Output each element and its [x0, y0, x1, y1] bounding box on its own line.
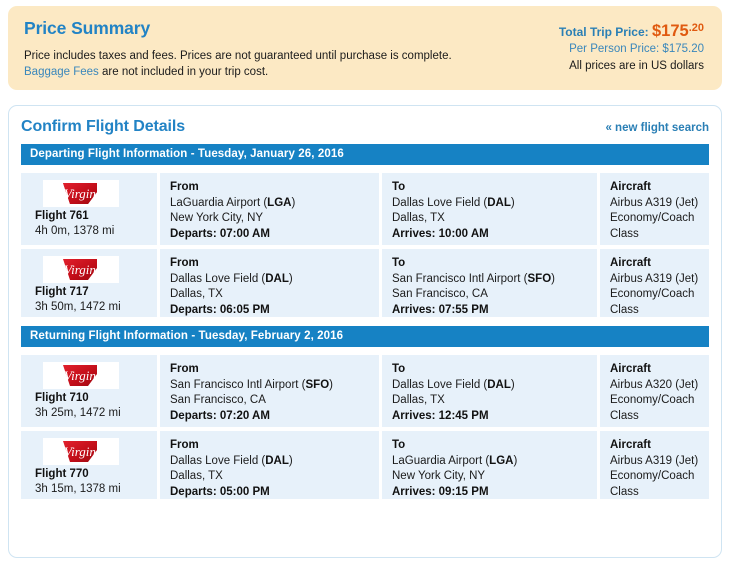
from-label: From — [170, 257, 199, 269]
to-airport-name: LaGuardia Airport ( — [392, 454, 490, 467]
aircraft-cell — [597, 249, 709, 317]
flight-number: Flight 710 — [35, 392, 89, 404]
from-cell — [157, 431, 379, 499]
returning-section-bar: Returning Flight Information - Tuesday, February 2, 2016 — [21, 326, 709, 347]
cabin-class-line-1: Economy/Coach — [610, 470, 695, 482]
to-cell — [379, 431, 597, 499]
confirm-flight-details-panel — [8, 105, 722, 558]
from-airport-name: LaGuardia Airport ( — [170, 196, 268, 209]
to-airport — [392, 196, 587, 212]
to-airport-name: Dallas Love Field ( — [392, 196, 488, 209]
price-summary-amounts — [559, 20, 704, 75]
from-cell — [157, 249, 379, 317]
to-airport — [392, 454, 587, 470]
from-airport — [170, 378, 369, 394]
arrival-time: Arrives: 09:15 PM — [392, 485, 489, 498]
aircraft-type: Airbus A319 (Jet) — [610, 454, 699, 467]
currency-note: All prices are in US dollars — [569, 60, 704, 72]
to-airport-paren: ) — [510, 196, 515, 209]
departing-section-bar: Departing Flight Information - Tuesday, January 26, 2016 — [21, 144, 709, 165]
total-trip-price-cents: .20 — [688, 22, 704, 34]
new-flight-search-link[interactable]: « new flight search — [605, 122, 709, 134]
to-cell — [379, 173, 597, 245]
virgin-america-logo — [43, 180, 119, 207]
total-trip-price-label: Total Trip Price: — [558, 25, 649, 39]
to-airport-code: LGA — [489, 454, 514, 467]
from-airport-paren: ) — [288, 272, 293, 285]
to-label: To — [392, 257, 406, 269]
airline-cell — [21, 173, 157, 245]
departing-flight-rows — [21, 165, 709, 317]
cabin-class-line-1: Economy/Coach — [610, 212, 695, 224]
from-city: Dallas, TX — [170, 288, 223, 300]
to-cell — [379, 249, 597, 317]
cabin-class-line-2: Class — [610, 409, 639, 422]
to-airport — [392, 272, 587, 288]
to-airport-name: Dallas Love Field ( — [392, 378, 488, 391]
to-airport-paren: ) — [551, 272, 555, 285]
to-airport-paren: ) — [513, 454, 518, 467]
cabin-class-line-2: Class — [610, 303, 639, 316]
airline-cell — [21, 431, 157, 499]
departure-time: Departs: 07:00 AM — [170, 227, 270, 240]
to-airport — [392, 378, 587, 394]
price-summary-text-block — [24, 18, 524, 80]
to-airport-paren: ) — [510, 378, 515, 391]
table-row — [21, 173, 709, 245]
to-airport-name: San Francisco Intl Airport ( — [392, 272, 528, 285]
aircraft-type: Airbus A319 (Jet) — [610, 196, 699, 209]
aircraft-cell — [597, 431, 709, 499]
to-city: Dallas, TX — [392, 394, 445, 406]
from-airport-paren: ) — [288, 454, 293, 467]
from-airport — [170, 272, 369, 288]
price-summary-note-line-1: Price includes taxes and fees. Prices are not guaranteed until purchase is complete. — [24, 50, 452, 62]
svg-text:Virgin: Virgin — [64, 186, 96, 201]
svg-text:Virgin: Virgin — [64, 368, 96, 383]
arrival-time: Arrives: 07:55 PM — [392, 303, 489, 316]
from-airport-code: DAL — [265, 272, 289, 285]
from-cell — [157, 173, 379, 245]
cabin-class-line-2: Class — [610, 485, 639, 498]
virgin-america-logo — [43, 256, 119, 283]
aircraft-label: Aircraft — [610, 363, 651, 375]
to-city: New York City, NY — [392, 470, 486, 482]
from-label: From — [170, 181, 199, 193]
table-row — [21, 245, 709, 317]
baggage-fees-link[interactable]: Baggage Fees — [24, 66, 99, 78]
departure-time: Departs: 07:20 AM — [170, 409, 270, 422]
virgin-america-logo — [43, 438, 119, 465]
from-label: From — [170, 363, 199, 375]
to-label: To — [392, 439, 406, 451]
to-label: To — [392, 363, 406, 375]
to-airport-code: DAL — [487, 196, 511, 209]
aircraft-label: Aircraft — [610, 257, 651, 269]
flight-details-header — [21, 116, 709, 144]
from-airport-code: DAL — [265, 454, 289, 467]
aircraft-label: Aircraft — [610, 181, 651, 193]
aircraft-cell — [597, 355, 709, 427]
table-row — [21, 427, 709, 499]
price-summary-note-line-2 — [24, 64, 524, 80]
svg-text:Virgin: Virgin — [64, 262, 96, 277]
cabin-class-line-2: Class — [610, 227, 639, 240]
from-airport-code: SFO — [305, 378, 330, 391]
returning-flight-rows — [21, 347, 709, 499]
from-airport-name: San Francisco Intl Airport ( — [170, 378, 306, 391]
to-airport-code: SFO — [527, 272, 552, 285]
from-city: San Francisco, CA — [170, 394, 266, 406]
from-airport-name: Dallas Love Field ( — [170, 454, 266, 467]
cabin-class-line-1: Economy/Coach — [610, 394, 695, 406]
from-city: New York City, NY — [170, 212, 264, 224]
airline-cell — [21, 249, 157, 317]
from-airport — [170, 196, 369, 212]
flight-duration: 4h 0m, 1378 mi — [35, 225, 115, 237]
aircraft-label: Aircraft — [610, 439, 651, 451]
virgin-america-logo — [43, 362, 119, 389]
airline-cell — [21, 355, 157, 427]
to-cell — [379, 355, 597, 427]
flight-duration: 3h 50m, 1472 mi — [35, 301, 121, 313]
from-airport-paren: ) — [291, 196, 296, 209]
flight-number: Flight 770 — [35, 468, 89, 480]
to-city: San Francisco, CA — [392, 288, 488, 300]
per-person-price: Per Person Price: $175.20 — [569, 43, 704, 55]
flight-duration: 3h 15m, 1378 mi — [35, 483, 121, 495]
cabin-class-line-1: Economy/Coach — [610, 288, 695, 300]
price-summary-panel — [8, 6, 722, 90]
to-city: Dallas, TX — [392, 212, 445, 224]
flight-duration: 3h 25m, 1472 mi — [35, 407, 121, 419]
from-airport-code: LGA — [267, 196, 292, 209]
arrival-time: Arrives: 12:45 PM — [392, 409, 489, 422]
from-airport-paren: ) — [329, 378, 333, 391]
price-summary-title: Price Summary — [24, 18, 151, 38]
from-cell — [157, 355, 379, 427]
aircraft-type: Airbus A319 (Jet) — [610, 272, 699, 285]
flight-number: Flight 761 — [35, 210, 89, 222]
table-row — [21, 355, 709, 427]
departure-time: Departs: 05:00 PM — [170, 485, 270, 498]
aircraft-cell — [597, 173, 709, 245]
departure-time: Departs: 06:05 PM — [170, 303, 270, 316]
flight-number: Flight 717 — [35, 286, 89, 298]
total-trip-price-amount: $175 — [651, 22, 689, 40]
from-label: From — [170, 439, 199, 451]
to-label: To — [392, 181, 406, 193]
from-city: Dallas, TX — [170, 470, 223, 482]
from-airport — [170, 454, 369, 470]
page-title: Confirm Flight Details — [21, 118, 186, 135]
baggage-fees-note-rest: are not included in your trip cost. — [98, 66, 269, 78]
arrival-time: Arrives: 10:00 AM — [392, 227, 489, 240]
svg-text:Virgin: Virgin — [64, 444, 96, 459]
total-trip-price-row — [559, 20, 704, 41]
to-airport-code: DAL — [487, 378, 511, 391]
aircraft-type: Airbus A320 (Jet) — [610, 378, 699, 391]
from-airport-name: Dallas Love Field ( — [170, 272, 266, 285]
